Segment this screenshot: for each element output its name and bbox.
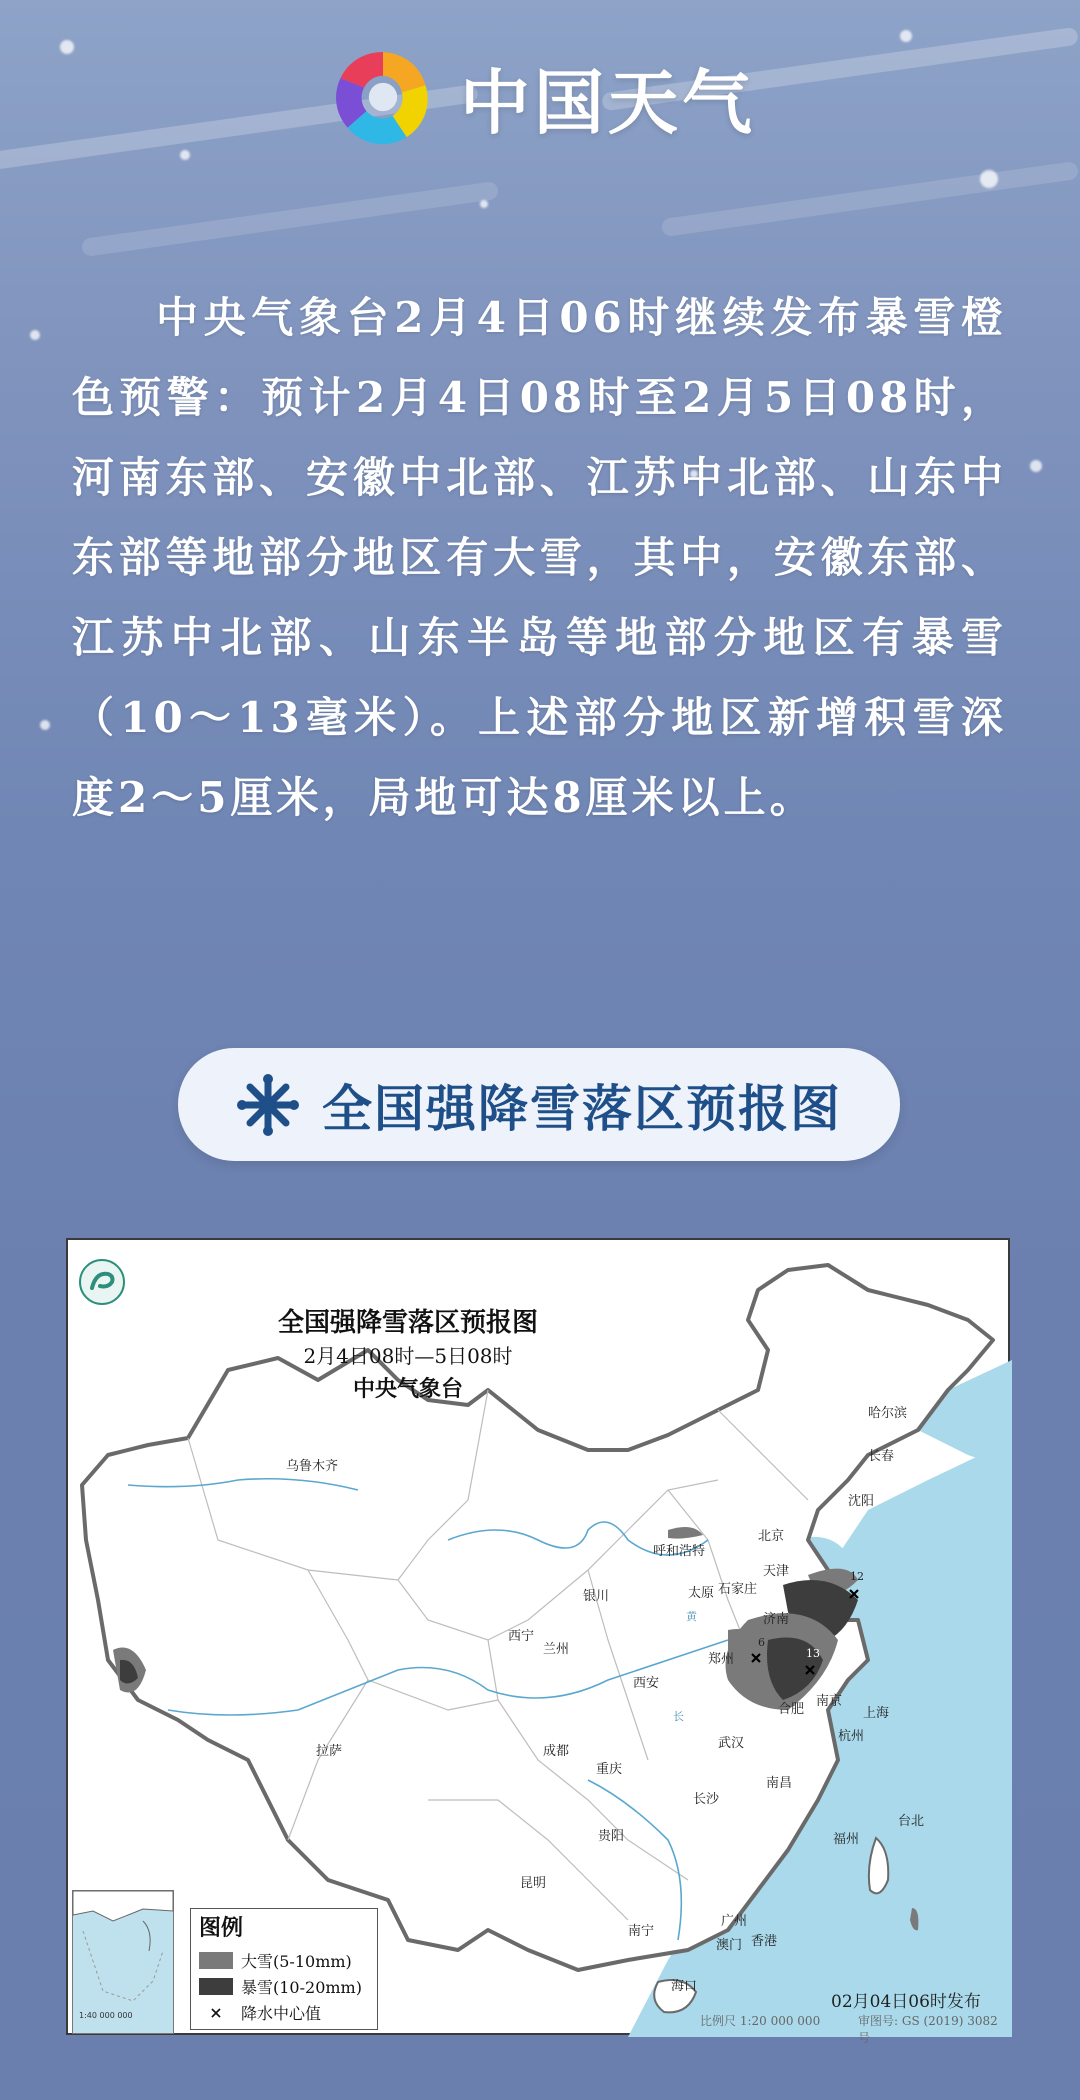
snowflake-dot (980, 170, 998, 188)
map-title: 全国强降雪落区预报图 (277, 1308, 538, 1338)
city-label: 香港 (751, 1934, 778, 1949)
city-label: 兰州 (543, 1642, 570, 1657)
snowflake-dot (1030, 460, 1042, 472)
brand-name: 中国天气 (460, 61, 756, 144)
legend-row-heavy-snow (199, 1949, 352, 1972)
city-label: 昆明 (520, 1876, 547, 1891)
city-label: 石家庄 (718, 1582, 758, 1597)
city-label: 北京 (758, 1529, 785, 1544)
legend-heavy-snow-label: 大雪(5-10mm) (241, 1952, 352, 1971)
section-title: 全国强降雪落区预报图 (322, 1079, 842, 1138)
city-label: 郑州 (708, 1652, 735, 1667)
city-label: 上海 (863, 1706, 890, 1721)
warning-paragraph: 中央气象台2月4日06时继续发布暴雪橙色预警：预计2月4日08时至2月5日08时，河南东部、安徽中北部、江苏中北部、山东中东部等地部分地区有大雪，其中，安徽东部、江苏中北部、山东半岛等地部分地区有暴雪（10～13毫米）。上述部分地区新增积雪深度2～5厘米，局地可达8厘米以上。 (72, 293, 1007, 822)
heavy-snow-swatch (199, 1952, 233, 1969)
snowflake-dot (40, 720, 50, 730)
city-label: 长沙 (693, 1792, 720, 1807)
city-label: 南京 (816, 1694, 843, 1709)
legend-row-blizzard (199, 1975, 362, 1998)
center-mark-icon: × (209, 2003, 223, 2022)
china-weather-logo-icon (324, 38, 442, 156)
city-label: 重庆 (596, 1762, 623, 1777)
city-label: 南宁 (628, 1924, 655, 1939)
city-label: 济南 (763, 1612, 790, 1627)
legend-row-center (199, 2001, 321, 2024)
center-value: 6 (758, 1636, 765, 1649)
cma-logo-icon (78, 1258, 126, 1306)
snow-streak (81, 181, 499, 257)
city-label: 拉萨 (316, 1744, 343, 1759)
city-label: 西宁 (508, 1629, 535, 1644)
snowflake-dot (480, 200, 488, 208)
city-label: 西安 (633, 1676, 660, 1691)
city-label: 澳门 (716, 1938, 743, 1953)
city-label: 武汉 (718, 1736, 745, 1751)
section-title-pill (178, 1048, 900, 1161)
city-label: 贵阳 (598, 1829, 625, 1844)
map-scale: 比例尺 1:20 000 000 (700, 2014, 821, 2028)
city-label: 乌鲁木齐 (286, 1459, 339, 1474)
city-label: 太原 (688, 1586, 715, 1601)
center-value: 12 (850, 1570, 864, 1583)
city-label: 台北 (898, 1814, 925, 1829)
legend-title: 图例 (199, 1915, 244, 1941)
legend-center-label: 降水中心值 (241, 2004, 322, 2023)
river-label: 长 (673, 1710, 684, 1723)
city-label: 海口 (671, 1979, 698, 1994)
map-legend (190, 1908, 378, 2030)
snowflake-icon (236, 1073, 300, 1137)
city-label: 广州 (721, 1914, 748, 1929)
city-label: 成都 (543, 1744, 570, 1759)
snowflake-dot (30, 330, 40, 340)
legend-blizzard-label: 暴雪(10-20mm) (241, 1978, 362, 1997)
brand-header (0, 38, 1080, 156)
map-approval-number: 审图号: GS (2019) 3082号 (858, 2014, 998, 2045)
city-label: 福州 (833, 1832, 860, 1847)
city-label: 长春 (868, 1449, 895, 1464)
map-period: 2月4日08时—5日08时 (303, 1344, 513, 1368)
snowfall-forecast-map (66, 1238, 1010, 2045)
snow-streak (661, 161, 1079, 237)
city-label: 沈阳 (848, 1494, 875, 1509)
city-label: 哈尔滨 (868, 1406, 908, 1421)
city-label: 天津 (763, 1564, 790, 1579)
south-china-sea-inset (72, 1890, 174, 2034)
map-issuer: 中央气象台 (352, 1376, 463, 1402)
blizzard-swatch (199, 1978, 233, 1995)
river-label: 黄 (686, 1610, 697, 1623)
center-value: 13 (806, 1647, 820, 1660)
inset-scale: 1:40 000 000 (79, 2011, 133, 2020)
city-label: 杭州 (838, 1729, 865, 1744)
issue-time: 02月04日06时发布 (831, 1992, 981, 2012)
city-label: 呼和浩特 (653, 1544, 706, 1559)
city-label: 合肥 (778, 1702, 805, 1717)
city-label: 银川 (583, 1589, 610, 1604)
city-label: 南昌 (766, 1776, 793, 1791)
